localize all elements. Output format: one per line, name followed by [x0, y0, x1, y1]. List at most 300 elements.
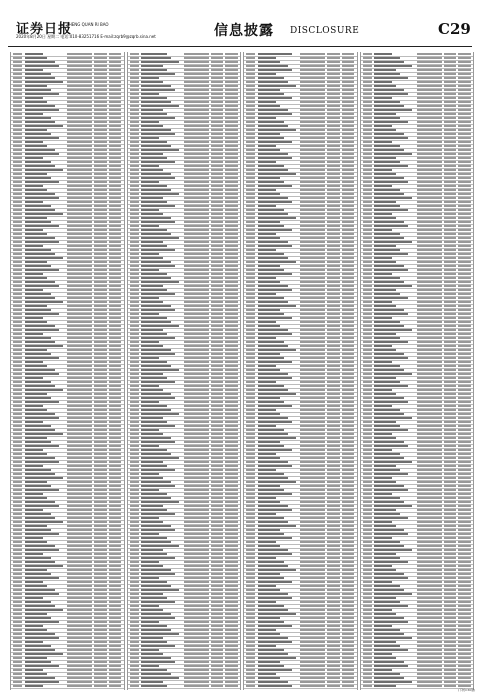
table-cell — [300, 473, 325, 475]
table-cell — [374, 457, 404, 459]
table-cell — [444, 105, 456, 107]
table-cell — [458, 325, 470, 327]
table-cell — [246, 297, 255, 299]
table-cell — [342, 165, 354, 167]
table-cell — [444, 445, 456, 447]
table-cell — [184, 297, 209, 299]
table-cell — [363, 477, 372, 479]
table-cell — [25, 77, 55, 79]
table-cell — [363, 357, 372, 359]
table-cell — [342, 321, 354, 323]
table-cell — [258, 397, 280, 399]
table-cell — [300, 453, 325, 455]
table-cell — [300, 493, 325, 495]
table-cell — [130, 281, 139, 283]
table-cell — [109, 389, 121, 391]
table-cell — [225, 601, 237, 603]
table-cell — [444, 437, 456, 439]
table-cell — [246, 669, 255, 671]
table-cell — [67, 153, 92, 155]
table-cell — [246, 573, 255, 575]
table-cell — [13, 425, 22, 427]
table-cell — [342, 221, 354, 223]
table-cell — [363, 661, 372, 663]
table-cell — [13, 397, 22, 399]
table-cell — [141, 61, 179, 63]
table-cell — [211, 321, 223, 323]
table-cell — [342, 533, 354, 535]
table-cell — [109, 661, 121, 663]
table-cell — [109, 289, 121, 291]
table-cell — [225, 189, 237, 191]
table-cell — [109, 81, 121, 83]
table-cell — [342, 369, 354, 371]
table-cell — [211, 309, 223, 311]
table-cell — [225, 225, 237, 227]
table-cell — [130, 189, 139, 191]
table-cell — [258, 389, 288, 391]
table-cell — [130, 297, 139, 299]
table-cell — [258, 641, 292, 643]
table-cell — [184, 653, 209, 655]
table-cell — [417, 61, 442, 63]
table-cell — [94, 165, 106, 167]
table-cell — [417, 413, 442, 415]
table-cell — [327, 553, 339, 555]
table-cell — [141, 421, 167, 423]
table-cell — [458, 337, 470, 339]
table-cell — [13, 401, 22, 403]
table-cell — [25, 293, 51, 295]
table-cell — [417, 149, 442, 151]
table-cell — [13, 197, 22, 199]
table-cell — [300, 69, 325, 71]
table-cell — [258, 81, 288, 83]
table-cell — [25, 65, 59, 67]
table-cell — [184, 201, 209, 203]
table-cell — [225, 661, 237, 663]
table-cell — [109, 593, 121, 595]
table-cell — [94, 61, 106, 63]
table-cell — [363, 425, 372, 427]
table-cell — [258, 577, 284, 579]
table-cell — [109, 517, 121, 519]
table-cell — [327, 193, 339, 195]
table-cell — [258, 637, 288, 639]
table-cell — [417, 493, 442, 495]
table-cell — [327, 121, 339, 123]
table-cell — [25, 181, 59, 183]
table-cell — [444, 305, 456, 307]
table-cell — [109, 153, 121, 155]
table-cell — [130, 533, 139, 535]
table-cell — [141, 169, 163, 171]
table-cell — [25, 389, 63, 391]
table-cell — [141, 237, 179, 239]
table-cell — [246, 53, 255, 55]
table-cell — [25, 309, 51, 311]
table-cell — [13, 297, 22, 299]
table-cell — [67, 261, 92, 263]
table-cell — [141, 569, 171, 571]
table-cell — [258, 77, 284, 79]
table-cell — [458, 53, 470, 55]
table-cell — [109, 457, 121, 459]
table-cell — [141, 477, 163, 479]
table-cell — [246, 505, 255, 507]
table-cell — [141, 625, 167, 627]
table-cell — [94, 409, 106, 411]
table-cell — [444, 81, 456, 83]
table-cell — [211, 297, 223, 299]
table-cell — [246, 153, 255, 155]
table-cell — [363, 197, 372, 199]
table-cell — [141, 317, 167, 319]
table-cell — [444, 609, 456, 611]
table-cell — [342, 461, 354, 463]
table-cell — [211, 481, 223, 483]
table-cell — [300, 117, 325, 119]
table-cell — [130, 661, 139, 663]
table-cell — [300, 145, 325, 147]
table-cell — [109, 373, 121, 375]
table-cell — [67, 305, 92, 307]
table-cell — [211, 553, 223, 555]
table-cell — [300, 517, 325, 519]
table-cell — [374, 261, 396, 263]
table-cell — [417, 317, 442, 319]
table-cell — [327, 81, 339, 83]
table-cell — [67, 317, 92, 319]
table-cell — [374, 117, 400, 119]
table-cell — [246, 125, 255, 127]
table-cell — [94, 249, 106, 251]
table-cell — [109, 541, 121, 543]
table-cell — [13, 165, 22, 167]
table-cell — [13, 649, 22, 651]
table-cell — [374, 69, 396, 71]
table-cell — [258, 233, 276, 235]
table-cell — [67, 481, 92, 483]
table-cell — [258, 489, 284, 491]
table-cell — [458, 133, 470, 135]
table-cell — [327, 513, 339, 515]
table-cell — [374, 433, 392, 435]
table-cell — [458, 357, 470, 359]
table-cell — [342, 517, 354, 519]
table-cell — [246, 465, 255, 467]
table-cell — [246, 293, 255, 295]
table-cell — [94, 341, 106, 343]
table-cell — [258, 417, 288, 419]
table-cell — [258, 413, 280, 415]
table-cell — [184, 73, 209, 75]
table-cell — [109, 645, 121, 647]
table-cell — [363, 613, 372, 615]
table-cell — [109, 101, 121, 103]
table-cell — [258, 557, 276, 559]
table-cell — [342, 457, 354, 459]
table-cell — [258, 669, 292, 671]
table-cell — [130, 309, 139, 311]
table-cell — [13, 569, 22, 571]
table-cell — [444, 53, 456, 55]
table-cell — [13, 345, 22, 347]
table-cell — [109, 57, 121, 59]
table-cell — [225, 461, 237, 463]
table-cell — [109, 613, 121, 615]
table-cell — [363, 557, 372, 559]
table-cell — [374, 453, 400, 455]
table-cell — [184, 589, 209, 591]
table-cell — [300, 185, 325, 187]
table-cell — [363, 109, 372, 111]
table-cell — [458, 401, 470, 403]
table-cell — [300, 329, 325, 331]
table-cell — [327, 449, 339, 451]
table-cell — [25, 441, 51, 443]
table-cell — [417, 65, 442, 67]
table-cell — [374, 165, 408, 167]
table-cell — [67, 101, 92, 103]
table-cell — [67, 561, 92, 563]
table-cell — [458, 657, 470, 659]
table-cell — [374, 125, 392, 127]
table-cell — [130, 681, 139, 683]
table-cell — [109, 293, 121, 295]
table-cell — [327, 573, 339, 575]
table-cell — [300, 553, 325, 555]
table-cell — [225, 149, 237, 151]
table-cell — [67, 569, 92, 571]
table-cell — [141, 573, 175, 575]
table-cell — [211, 129, 223, 131]
table-cell — [258, 129, 296, 131]
table-cell — [417, 221, 442, 223]
table-cell — [184, 437, 209, 439]
table-cell — [363, 293, 372, 295]
table-cell — [258, 249, 276, 251]
table-cell — [13, 313, 22, 315]
table-cell — [141, 309, 175, 311]
table-cell — [109, 397, 121, 399]
table-cell — [109, 489, 121, 491]
table-cell — [444, 597, 456, 599]
table-cell — [225, 101, 237, 103]
table-cell — [258, 177, 280, 179]
table-cell — [25, 165, 55, 167]
table-cell — [67, 545, 92, 547]
table-cell — [184, 597, 209, 599]
table-cell — [225, 157, 237, 159]
table-cell — [458, 633, 470, 635]
table-cell — [246, 113, 255, 115]
table-cell — [246, 165, 255, 167]
table-cell — [258, 513, 276, 515]
table-cell — [25, 685, 43, 687]
table-cell — [141, 409, 171, 411]
table-cell — [342, 433, 354, 435]
table-cell — [417, 629, 442, 631]
table-cell — [141, 261, 171, 263]
table-cell — [342, 293, 354, 295]
table-cell — [327, 133, 339, 135]
table-cell — [363, 201, 372, 203]
table-cell — [374, 589, 404, 591]
table-cell — [67, 469, 92, 471]
table-cell — [300, 677, 325, 679]
table-cell — [458, 105, 470, 107]
table-cell — [258, 245, 292, 247]
table-cell — [458, 261, 470, 263]
table-cell — [327, 161, 339, 163]
table-cell — [342, 421, 354, 423]
table-cell — [130, 153, 139, 155]
table-cell — [327, 413, 339, 415]
table-cell — [141, 257, 163, 259]
table-cell — [130, 489, 139, 491]
table-cell — [458, 585, 470, 587]
table-cell — [444, 73, 456, 75]
table-cell — [225, 685, 237, 687]
table-cell — [342, 201, 354, 203]
table-cell — [258, 421, 292, 423]
table-cell — [109, 353, 121, 355]
table-cell — [444, 217, 456, 219]
table-cell — [141, 217, 171, 219]
table-cell — [444, 489, 456, 491]
table-cell — [211, 265, 223, 267]
table-cell — [94, 653, 106, 655]
table-cell — [327, 337, 339, 339]
table-cell — [141, 377, 167, 379]
table-cell — [300, 173, 325, 175]
table-cell — [363, 141, 372, 143]
table-cell — [211, 617, 223, 619]
table-cell — [67, 245, 92, 247]
table-cell — [342, 485, 354, 487]
table-cell — [417, 673, 442, 675]
table-cell — [300, 149, 325, 151]
table-cell — [374, 437, 396, 439]
table-cell — [374, 513, 400, 515]
table-cell — [300, 97, 325, 99]
table-cell — [246, 117, 255, 119]
table-cell — [258, 253, 284, 255]
table-cell — [374, 525, 396, 527]
table-cell — [67, 241, 92, 243]
table-cell — [94, 81, 106, 83]
table-cell — [374, 393, 396, 395]
table-cell — [327, 433, 339, 435]
table-cell — [225, 193, 237, 195]
table-cell — [363, 453, 372, 455]
table-cell — [327, 325, 339, 327]
table-cell — [184, 309, 209, 311]
table-cell — [363, 669, 372, 671]
table-cell — [94, 625, 106, 627]
table-cell — [342, 329, 354, 331]
table-cell — [342, 85, 354, 87]
table-cell — [141, 685, 167, 687]
table-cell — [327, 89, 339, 91]
table-cell — [94, 545, 106, 547]
table-cell — [67, 253, 92, 255]
table-cell — [374, 145, 400, 147]
table-cell — [327, 85, 339, 87]
table-cell — [417, 209, 442, 211]
table-cell — [327, 401, 339, 403]
table-cell — [25, 141, 43, 143]
table-cell — [374, 601, 400, 603]
table-cell — [258, 73, 276, 75]
logo-subtitle: ZHENG QUAN RI BAO — [66, 22, 109, 27]
table-cell — [67, 585, 92, 587]
table-cell — [13, 157, 22, 159]
table-cell — [374, 313, 408, 315]
table-cell — [458, 461, 470, 463]
table-cell — [13, 153, 22, 155]
table-cell — [444, 101, 456, 103]
table-cell — [342, 573, 354, 575]
table-cell — [141, 553, 167, 555]
table-cell — [342, 593, 354, 595]
table-cell — [67, 533, 92, 535]
table-cell — [141, 565, 163, 567]
table-cell — [458, 277, 470, 279]
table-cell — [300, 649, 325, 651]
table-cell — [327, 317, 339, 319]
table-cell — [211, 329, 223, 331]
table-cell — [13, 573, 22, 575]
table-cell — [458, 269, 470, 271]
table-cell — [363, 481, 372, 483]
table-cell — [109, 217, 121, 219]
table-cell — [363, 525, 372, 527]
table-cell — [258, 573, 280, 575]
table-cell — [211, 429, 223, 431]
table-cell — [258, 477, 288, 479]
table-cell — [374, 181, 408, 183]
table-cell — [363, 153, 372, 155]
table-cell — [300, 489, 325, 491]
table-cell — [342, 197, 354, 199]
table-cell — [94, 185, 106, 187]
table-cell — [25, 589, 55, 591]
table-cell — [67, 325, 92, 327]
table-cell — [130, 249, 139, 251]
table-cell — [258, 525, 296, 527]
table-cell — [130, 457, 139, 459]
table-cell — [444, 281, 456, 283]
table-cell — [363, 145, 372, 147]
table-cell — [374, 277, 400, 279]
table-cell — [184, 481, 209, 483]
table-cell — [67, 353, 92, 355]
table-cell — [225, 473, 237, 475]
table-cell — [374, 497, 400, 499]
table-cell — [374, 545, 404, 547]
table-cell — [327, 329, 339, 331]
table-cell — [211, 161, 223, 163]
table-cell — [130, 89, 139, 91]
table-cell — [211, 669, 223, 671]
table-cell — [342, 653, 354, 655]
table-cell — [109, 241, 121, 243]
table-cell — [94, 325, 106, 327]
table-cell — [25, 321, 47, 323]
table-cell — [184, 361, 209, 363]
